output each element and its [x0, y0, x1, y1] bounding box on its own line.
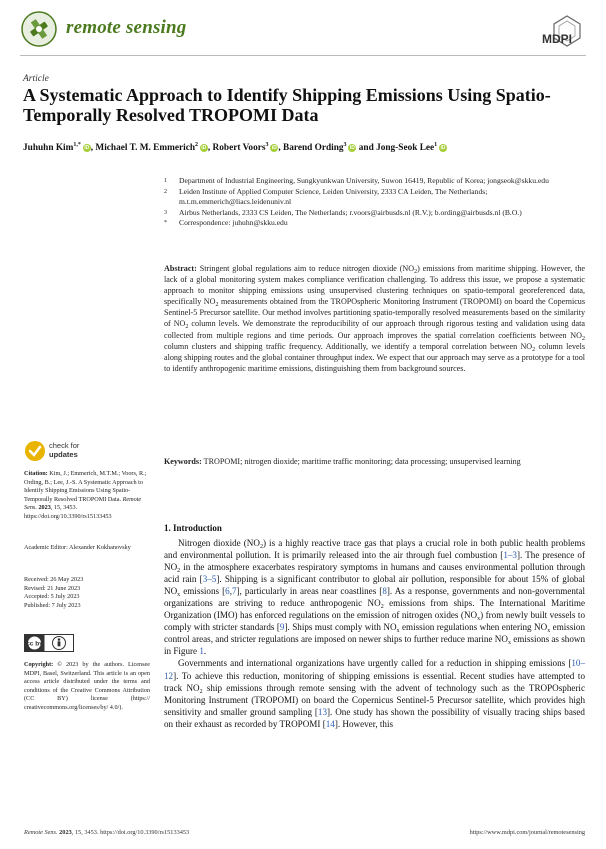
orcid-icon[interactable]: iD	[440, 145, 446, 151]
footer-doi[interactable]: , 15, 3453. https://doi.org/10.3390/rs15133453	[71, 829, 190, 836]
article-type: Article	[23, 74, 49, 84]
affiliation-text: Correspondence: juhuhn@skku.edu	[179, 218, 288, 227]
author-name: Juhuhn Kim	[23, 143, 74, 153]
citation-journal: Remote Sens.	[24, 495, 142, 512]
citation-year: 2023	[38, 504, 51, 512]
date-item: Published: 7 July 2023	[24, 601, 81, 609]
reference-link[interactable]: 3–5	[202, 574, 217, 585]
reference-link[interactable]: 6	[225, 586, 230, 597]
abstract-text: Stringent global regulations aim to reduce nitrogen dioxide $(NO_2)$ emissions from maritime shipping. However, the lack of a global monitoring system makes compliance verification challenging. To address this issue, we propose a systematic approach to monitor shipping emissions using unsupervised clustering techniques on spatio-temporal georeferenced data, specifically $NO_2$ measurements obtained from the TROPOspheric Monitoring Instrument (TROPOMI) on board the Copernicus Sentinel-5 Precursor satellite. Our method involves partitioning spatio-temporally resolved measurements based on the similarity of $NO_2$ column levels. We demonstrate the reproducibility of our approach through rigorous testing and validation using data collected from multiple regions and time periods. Our approach improves the spatial correlation coefficients between $NO_2$ column clusters and shipping traffic frequency. Additionally, we identify a temporal correlation between $NO_2$ column levels along shipping routes and the global container throughput index. We expect that our approach may serve as a prototype for a tool to identify anthropogenic maritime emissions, distinguishing them from background sources.	[164, 264, 586, 373]
body-paragraph: Nitrogen dioxide $(NO_2)$ is a highly reactive trace gas that plays a crucial role in both public health problems and environmental pollution. It is primarily released into the air through fuel combustion [1–3]. The presence of $NO_2$ in the atmosphere exacerbates respiratory symptoms in humans and causes environmental pollution through acid rain [3–5]. Shipping is a significant contributor to global air pollution, responsible for about 15% of global $NO_x$ emissions [6,7], particularly in areas near coastlines [8]. As a response, governments and non-governmental organizations are striving to reduce anthropogenic $NO_2$ emissions from ships. The International Maritime Organization (IMO) has enforced regulations on the emission of nitrogen oxides $(NO_x)$ from newly built vessels to comply with stricter standards [9]. Ships must comply with $NO_x$ emission regulations when entering $NO_x$ emission control areas, and stricter regulations are imposed on newer ships to further reduce marine $NO_x$ emissions as shown in Figure 1.	[164, 538, 586, 657]
publication-dates	[24, 576, 150, 610]
section-heading: 1. Introduction	[164, 523, 222, 533]
author-affiliation-mark: 3	[343, 142, 347, 148]
affiliation-text: Leiden Institute of Applied Computer Science, Leiden University, 2333 CA Leiden, The Netherlands; m.t.m.emmerich@liacs.leidenuniv.nl	[179, 186, 488, 206]
date-item: Accepted: 5 July 2023	[24, 593, 80, 601]
check-for-updates-icon[interactable]	[24, 440, 46, 462]
date-item: Revised: 21 June 2023	[24, 584, 81, 592]
keywords-label: Keywords:	[164, 457, 202, 466]
affiliation-item	[164, 208, 584, 219]
author-name: Barend Ording	[283, 143, 344, 153]
affiliation-number: 1	[164, 178, 167, 184]
citation-text: Kim, J.; Emmerich, M.T.M.; Voors, R.; Ording, B.; Lee, J.-S. A Systematic Approach to Identify Shipping Emissions Using Spatio-Temporally Resolved TROPOMI Data.	[24, 470, 147, 503]
reference-link[interactable]: 8	[382, 586, 387, 597]
editor-label: Academic Editor:	[24, 544, 68, 551]
check-updates-line1: check for	[49, 441, 80, 450]
author-name: Michael T. M. Emmerich	[95, 143, 195, 153]
header-divider	[20, 55, 586, 56]
editor-name: Alexander Kokhanovsky	[69, 544, 131, 551]
orcid-icon[interactable]: iD	[201, 145, 207, 151]
affiliation-item	[164, 218, 584, 229]
affiliation-number: 2	[164, 188, 167, 195]
reference-link[interactable]: 7	[231, 586, 237, 597]
reference-link[interactable]: 1	[199, 646, 204, 657]
journal-name: remote sensing	[66, 17, 187, 38]
academic-editor	[24, 544, 150, 553]
paper-title: A Systematic Approach to Identify Shipping Emissions Using Spatio-Temporally Resolved TROPOMI Data	[23, 85, 551, 125]
reference-link[interactable]: 9	[279, 622, 285, 633]
orcid-icon[interactable]: iD	[349, 145, 355, 151]
body-text	[164, 537, 585, 730]
abstract	[164, 263, 585, 374]
citation-doi[interactable]: , 15, 3453. https://doi.org/10.3390/rs15133453	[24, 504, 112, 520]
abstract-label: Abstract:	[164, 264, 197, 273]
footer-year: 2023	[59, 829, 72, 836]
author-list: Juhuhn Kim$^{1,*}$ iD , Michael T. M. Emmerich$^2$ iD , Robert Voors$^3$ iD , Barend Ording$^3$ iD and Jong-Seok Lee$^1$ iD	[23, 142, 446, 153]
affiliation-text: Department of Industrial Engineering, Sungkyunkwan University, Suwon 16419, Republic of Korea; jongseok@skku.edu	[179, 176, 549, 185]
author-affiliation-mark: 3	[265, 142, 269, 148]
affiliation-number: 3	[164, 209, 167, 216]
body-paragraph: Governments and international organizations have urgently called for a reduction in shipping emissions [10–12]. To achieve this reduction, monitoring of shipping emissions is essential. Recent studies have attempted to track $NO_2$ ship emissions through remote sensing with the advent of technology such as the TROPOspheric Monitoring Instrument (TROPOMI) on board the Copernicus Sentinel-5 Precursor satellite, which provides high sensitivity and smaller ground sampling [13]. One study has shown the possibility of visually tracing ships based on their exhaust as recorded by TROPOMI [14]. However, this	[164, 658, 585, 729]
reference-link[interactable]: 13	[317, 706, 328, 717]
reference-link[interactable]: 1–3	[503, 550, 517, 561]
citation-block	[24, 470, 150, 522]
author-affiliation-mark: 1	[434, 142, 438, 148]
journal-logo-icon	[20, 10, 58, 48]
check-for-updates-button[interactable]	[49, 442, 79, 459]
author-name: Robert Voors	[212, 143, 266, 153]
affiliation-item	[164, 176, 584, 187]
author-name: Jong-Seok Lee	[376, 143, 435, 153]
citation-label: Citation:	[24, 470, 48, 477]
check-updates-line2: updates	[49, 449, 78, 459]
author-affiliation-mark: 2	[195, 142, 198, 148]
date-item: Received: 26 May 2023	[24, 576, 84, 583]
copyright-text: © 2023 by the authors. Licensee MDPI, Basel, Switzerland. This article is an open access article distributed under the terms and conditions of the Creative Commons Attribution (CC BY) license (https:// creativecommons.org/licenses/by/ 4.0/).	[24, 661, 151, 711]
author-affiliation-mark: 1,*	[73, 142, 81, 148]
affiliation-text: Airbus Netherlands, 2333 CS Leiden, The Netherlands; r.voors@airbusds.nl (R.V.); b.ording@airbusds.nl (B.O.)	[179, 207, 522, 217]
keywords-text: TROPOMI; nitrogen dioxide; maritime traffic monitoring; data processing; unsupervised learning	[203, 457, 521, 466]
reference-link[interactable]: 14	[325, 718, 335, 729]
cc-badge-text: cc by	[26, 640, 43, 648]
footer-journal: Remote Sens.	[24, 829, 58, 836]
reference-link[interactable]: 10–12	[164, 658, 585, 681]
affiliations	[164, 176, 584, 229]
cc-by-license-icon[interactable]	[24, 634, 74, 652]
copyright-block	[24, 661, 150, 713]
affiliation-number: *	[164, 220, 167, 226]
footer-citation	[24, 829, 189, 836]
keywords	[164, 456, 585, 467]
affiliation-item	[164, 187, 584, 208]
publisher-name: MDPI	[542, 32, 572, 46]
orcid-icon[interactable]: iD	[84, 145, 90, 151]
copyright-label: Copyright:	[24, 661, 54, 668]
orcid-icon[interactable]: iD	[271, 145, 277, 151]
footer-journal-url[interactable]: https://www.mdpi.com/journal/remotesensing	[469, 829, 585, 836]
